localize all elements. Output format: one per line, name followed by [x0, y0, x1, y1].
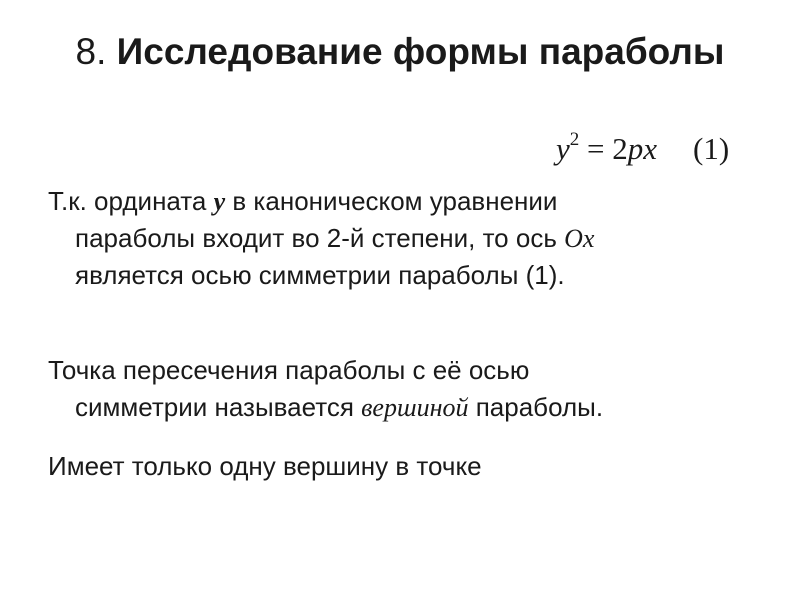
vertex-term: вершиной [361, 393, 469, 422]
title-text: Исследование формы параболы [116, 31, 725, 72]
equation-base: y [556, 131, 570, 166]
parabola-equation [556, 118, 729, 171]
paragraph2-line1: Точка пересечения параболы с её осью [48, 355, 530, 385]
paragraph3-line1: Имеет только одну вершину в точке [48, 451, 482, 481]
paragraph-vertex-definition [48, 352, 768, 426]
paragraph1-line1 [48, 183, 768, 220]
paragraph2-line2-text: симметрии называется [75, 392, 362, 422]
paragraph1-text: Т.к. ордината [48, 186, 214, 216]
paragraph2-line2-tail: параболы. [468, 392, 604, 422]
paragraph2-line2 [48, 389, 768, 426]
axis-name: Ox [564, 224, 595, 253]
title-number: 8. [75, 31, 107, 72]
equation-exponent: 2 [569, 129, 580, 150]
equation-label: (1) [693, 131, 730, 166]
equation-rhs-var: px [627, 131, 658, 166]
equation-rhs-prefix: = 2 [587, 131, 628, 166]
slide-title [0, 28, 800, 76]
paragraph1-text-cont: в каноническом уравнении [225, 186, 558, 216]
paragraph-symmetry-axis [48, 183, 768, 294]
paragraph1-line3: является осью симметрии параболы (1). [75, 260, 565, 290]
paragraph1-line2-text: параболы входит во 2-й степени, то ось [75, 223, 565, 253]
paragraph-single-vertex [48, 448, 768, 485]
ordinate-variable: y [213, 187, 226, 216]
paragraph1-line2 [48, 220, 768, 257]
